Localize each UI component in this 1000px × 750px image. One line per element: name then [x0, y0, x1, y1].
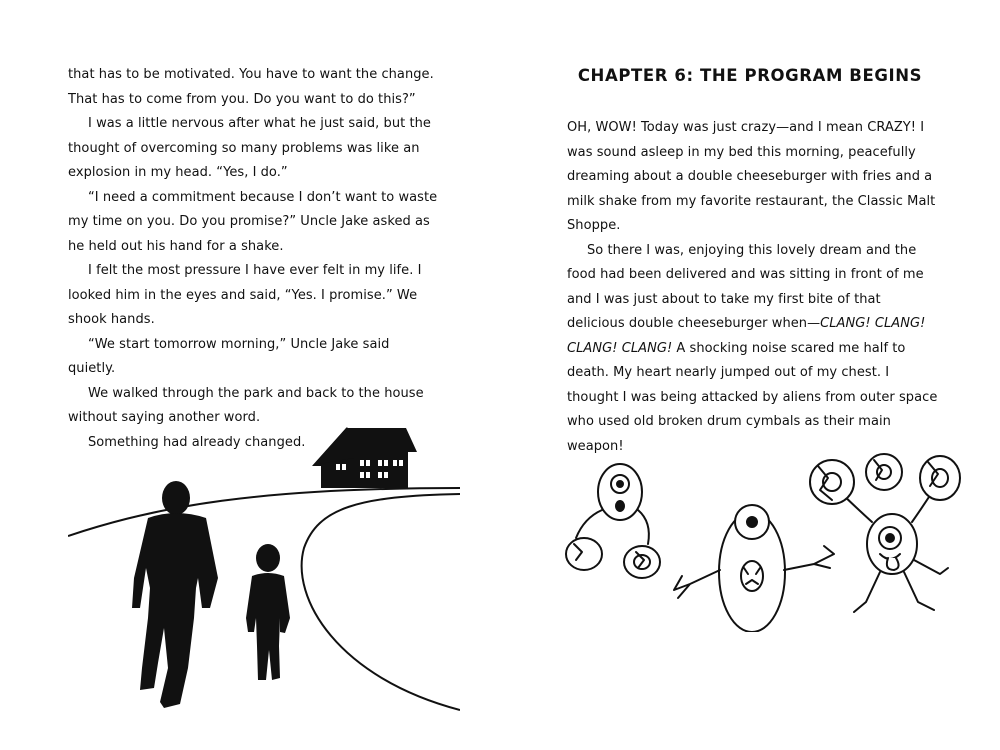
paragraph-3: “I need a commitment because I don’t want to waste my time on you. Do you promise?” Uncle Jake asked as he held out his hand for a shake.	[68, 189, 438, 254]
chapter-paragraph-1: OH, WOW! Today was just crazy—and I mean CRAZY! I was sound asleep in my bed this morning, peacefully dreaming about a double cheeseburger with fries and a milk shake from my favorite restaurant, the Classic Malt Shoppe.	[567, 120, 936, 233]
silhouette-walking-illustration	[68, 418, 460, 718]
clang-emphasis: CLANG! CLANG! CLANG! CLANG!	[567, 316, 926, 356]
right-page-text	[567, 116, 939, 459]
paragraph-5: “We start tomorrow morning,” Uncle Jake said quietly.	[68, 336, 390, 376]
boy-silhouette	[246, 544, 290, 680]
paragraph-7: Something had already changed.	[88, 434, 306, 450]
path-inner-curve	[302, 494, 460, 710]
paragraph-2-before: So there I was, enjoying this lovely dream and the food had been delivered and was sitting in front of me and I was just about to take my first bite of that delicious double cheeseburger when—	[567, 242, 924, 331]
aliens-illustration	[562, 452, 962, 632]
house-icon	[312, 427, 417, 488]
paragraph-2: I was a little nervous after what he just said, but the thought of overcoming so many problems was like an explosion in my head. “Yes, I do.”	[68, 116, 431, 180]
broken-cymbal-right-icon	[810, 454, 960, 504]
broken-cymbal-left-icon	[566, 538, 660, 578]
path-outer-curve	[68, 488, 460, 536]
chapter-paragraph-2	[567, 239, 939, 460]
paragraph-1: that has to be motivated. You have to want the change. That has to come from you. Do you want to do this?”	[68, 67, 434, 107]
paragraph-2-after: A shocking noise scared me half to death. My heart nearly jumped out of my chest. I thought I was being attacked by aliens from outer space who used old broken drum cymbals as their main weapon!	[567, 340, 938, 454]
paragraph-6: We walked through the park and back to the house without saying another word.	[68, 385, 424, 425]
paragraph-4: I felt the most pressure I have ever felt in my life. I looked him in the eyes and said, “Yes. I promise.” We shook hands.	[68, 263, 422, 327]
left-alien	[566, 464, 660, 578]
center-alien	[674, 505, 834, 632]
right-alien	[810, 454, 960, 612]
left-page-text	[68, 63, 440, 455]
chapter-title: CHAPTER 6: THE PROGRAM BEGINS	[577, 66, 923, 85]
